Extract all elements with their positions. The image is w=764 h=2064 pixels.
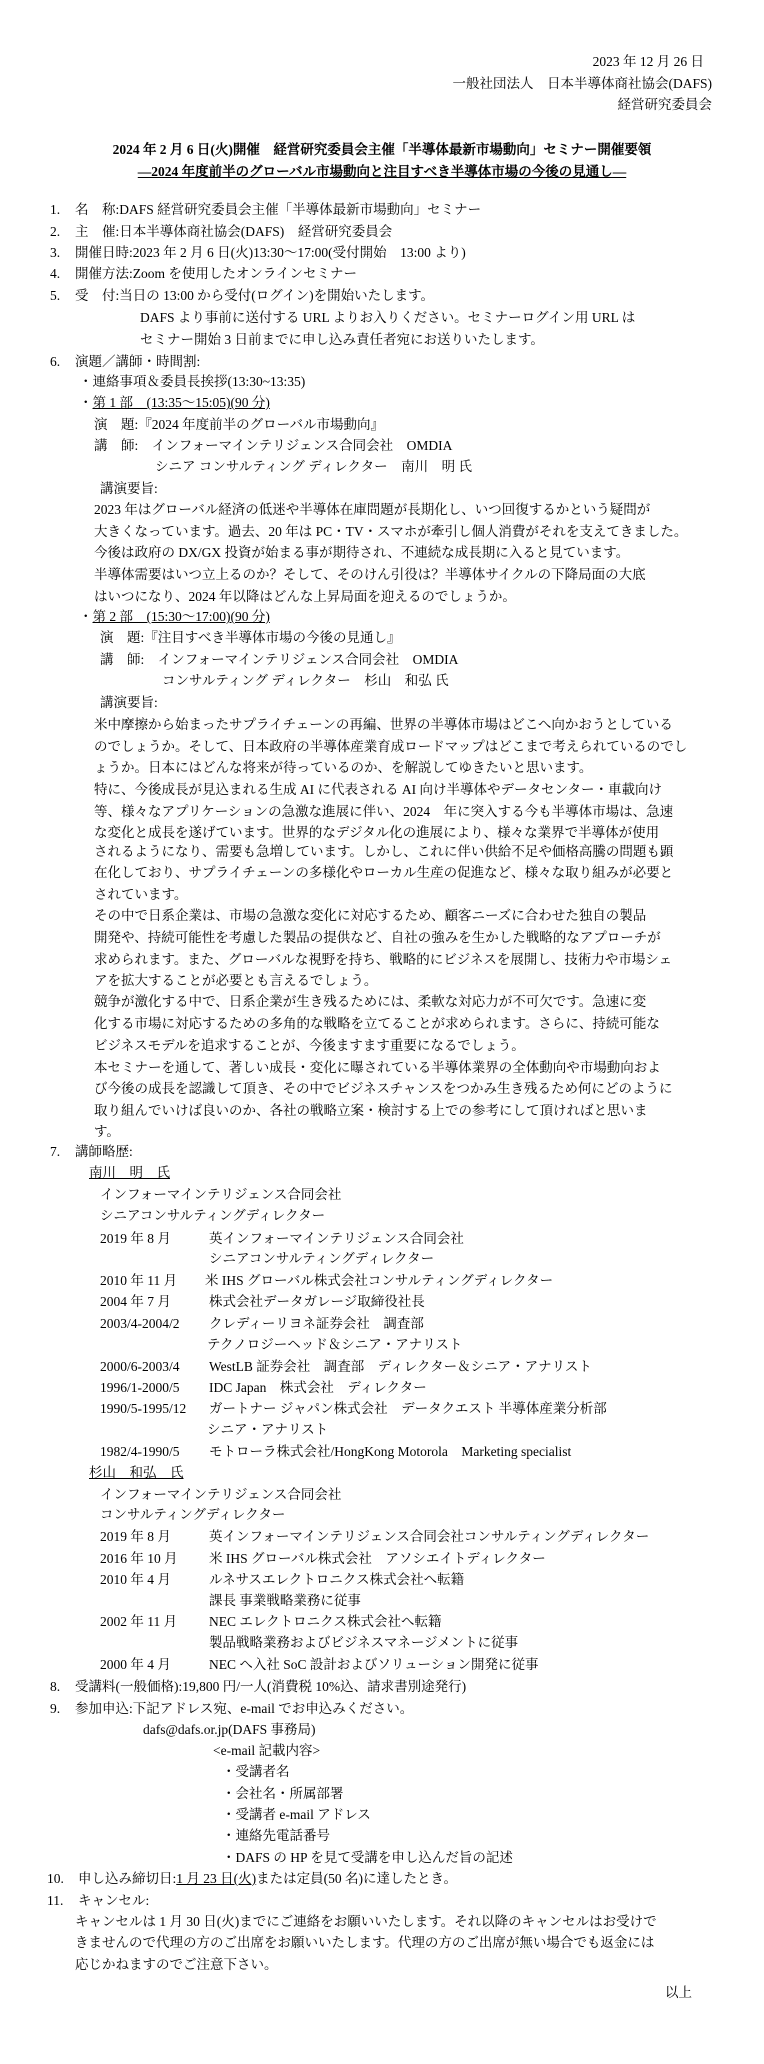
career-period: 2019 年 8 月	[100, 1529, 171, 1544]
fee-text: 受講料(一般価格):19,800 円/一人(消費税 10%込、請求書別途発行)	[75, 1679, 467, 1694]
career-entry: NEC エレクトロニクス株式会社へ転籍	[209, 1614, 442, 1629]
career-entry: 米 IHS グローバル株式会社コンサルティングディレクター	[205, 1273, 554, 1288]
part2-summary-line: 化する市場に対応するための多角的な戦略を立てることが求められます。さらに、持続可能な	[94, 1016, 660, 1031]
speaker-company: インフォーマインテリジェンス合同会社	[100, 1187, 342, 1202]
career-entry: テクノロジーヘッド＆シニア・アナリスト	[207, 1337, 463, 1352]
part1-summary-line: 2023 年はグローバル経済の低迷や半導体在庫問題が長期化し、いつ回復するかという疑問が	[94, 502, 651, 517]
career-entry: WestLB 証券会社 調査部 ディレクター＆シニア・アナリスト	[209, 1359, 592, 1374]
career-period: 2004 年 7 月	[100, 1294, 171, 1309]
part2-summary-line: のでしょうか。そして、日本政府の半導体産業育成ロードマップはどこまで考えられているのでし	[94, 739, 688, 754]
part2-lecturer-title: コンサルティング ディレクター 杉山 和弘 氏	[162, 673, 449, 688]
item-number: 3.	[50, 245, 61, 260]
document-subtitle: ―2024 年度前半のグローバル市場動向と注目すべき半導体市場の今後の見通し―	[137, 164, 627, 179]
part2-heading-text: 第 2 部 (15:30～17:00)(90 分)	[92, 609, 270, 624]
part2-summary-line: されるようになり、需要も急増しています。しかし、これに伴い供給不足や価格高騰の問題も顕	[94, 844, 674, 859]
reception-note: DAFS より事前に送付する URL よりお入りください。セミナーログイン用 URL は	[140, 310, 636, 325]
part2-summary-line: 求められます。また、グローバルな視野を持ち、戦略的にビジネスを展開し、技術力や市場シェ	[94, 952, 673, 967]
speaker-name: 杉山 和弘 氏	[89, 1465, 184, 1480]
cancel-line: キャンセルは 1 月 30 日(火)までにご連絡をお願いいたします。それ以降のキャンセルはお受けで	[75, 1914, 657, 1929]
part2-summary-line: 競争が激化する中で、日系企業が生き残るためには、柔軟な対応力が不可欠です。急速に変	[94, 994, 647, 1009]
part2-summary-line: 本セミナーを通して、著しい成長・変化に曝されている半導体業界の全体動向や市場動向およ	[94, 1060, 661, 1075]
part1-heading	[79, 394, 270, 412]
item-number: 5.	[50, 288, 61, 303]
part2-summary-line: ょうか。日本にはどんな将来が待っているのか、を解説してゆきたいと思います。	[94, 760, 593, 775]
part1-lecturer-title: シニア コンサルティング ディレクター 南川 明 氏	[155, 459, 472, 474]
career-period: 2000 年 4 月	[100, 1657, 171, 1672]
email-content-item: ・受講者名	[222, 1764, 290, 1779]
email-content-item: ・会社名・所属部署	[222, 1786, 344, 1801]
item-number: 4.	[50, 266, 61, 281]
program-heading: 演題／講師・時間割:	[75, 354, 201, 369]
email-contents-label: <e-mail 記載内容>	[213, 1743, 321, 1758]
career-entry: NEC へ入社 SoC 設計およびソリューション開発に従事	[209, 1657, 539, 1672]
part2-heading	[79, 608, 270, 626]
part1-summary-label: 講演要旨:	[100, 481, 158, 496]
apply-text: 参加申込:下記アドレス宛、e-mail でお申込みください。	[75, 1701, 414, 1716]
part2-summary-line: されています。	[94, 887, 188, 902]
document-title: 2024 年 2 月 6 日(火)開催 経営研究委員会主催「半導体最新市場動向」セミナー開催要領	[112, 142, 652, 157]
part1-theme: 演 題:『2024 年度前半のグローバル市場動向』	[94, 417, 384, 432]
speaker-role: コンサルティングディレクター	[100, 1507, 286, 1522]
item-number: 7.	[50, 1144, 61, 1159]
deadline-date: 1 月 23 日(火)	[176, 1871, 257, 1886]
item-method: 開催方法:Zoom を使用したオンラインセミナー	[75, 266, 357, 281]
deadline-label: 申し込み締切日:	[78, 1871, 177, 1886]
cancel-heading: キャンセル:	[78, 1893, 150, 1908]
part2-summary-line: な変化と成長を遂げています。世界的なデジタル化の進展により、様々な業界で半導体が使用	[94, 825, 660, 840]
career-period: 2010 年 4 月	[100, 1572, 171, 1587]
part2-summary-line: 在化しており、サプライチェーンの多様化やローカル生産の促進など、様々な取り組みが必要と	[94, 865, 674, 880]
part2-summary-line: その中で日系企業は、市場の急激な変化に対応するため、顧客ニーズに合わせた独自の製品	[94, 908, 647, 923]
career-period: 2000/6-2003/4	[100, 1359, 180, 1374]
speaker-company: インフォーマインテリジェンス合同会社	[100, 1487, 342, 1502]
item-number: 10.	[47, 1871, 64, 1886]
career-period: 2019 年 8 月	[100, 1231, 171, 1246]
part2-theme: 演 題:『注目すべき半導体市場の今後の見通し』	[100, 630, 401, 645]
item-datetime: 開催日時:2023 年 2 月 6 日(火)13:30～17:00(受付開始 13:00 より)	[75, 245, 466, 260]
reception-note: セミナー開始 3 日前までに申し込み責任者宛にお送りいたします。	[140, 332, 544, 347]
part1-lecturer: 講 師: インフォーマインテリジェンス合同会社 OMDIA	[94, 438, 453, 453]
career-period: 2003/4-2004/2	[100, 1316, 180, 1331]
career-period: 1982/4-1990/5	[100, 1444, 180, 1459]
item-number: 2.	[50, 224, 61, 239]
cancel-line: きませんので代理の方のご出席をお願いいたします。代理の方のご出席が無い場合でも返金には	[75, 1935, 655, 1950]
career-entry: ガートナー ジャパン株式会社 データクエスト 半導体産業分析部	[209, 1401, 607, 1416]
part1-summary-line: はいつになり、2024 年以降はどんな上昇局面を迎えるのでしょうか。	[94, 589, 516, 604]
career-entry: 株式会社データガレージ取締役社長	[209, 1294, 425, 1309]
document-date: 2023 年 12 月 26 日	[592, 54, 704, 69]
career-period: 2002 年 11 月	[100, 1614, 178, 1629]
item-seminar-name: 名 称:DAFS 経営研究委員会主催「半導体最新市場動向」セミナー	[75, 202, 482, 217]
apply-email-link[interactable]: dafs@dafs.or.jp(DAFS 事務局)	[143, 1722, 316, 1737]
career-period: 1990/5-1995/12	[100, 1401, 187, 1416]
part2-summary-line: び今後の成長を認識して頂き、その中でビジネスチャンスをつかみ生き残るため何にどのように	[94, 1081, 673, 1096]
item-number: 9.	[50, 1701, 61, 1716]
part2-summary-line: アを拡大することが必要とも言えるでしょう。	[94, 973, 378, 988]
deadline-rest: または定員(50 名)に達したとき。	[256, 1871, 457, 1886]
career-entry: 課長 事業戦略業務に従事	[209, 1593, 361, 1608]
career-entry: 英インフォーマインテリジェンス合同会社コンサルティングディレクター	[209, 1529, 650, 1544]
part2-summary-line: 等、様々なアプリケーションの急激な進展に伴い、2024 年に突入する今も半導体市場は、急速	[94, 804, 674, 819]
career-entry: 英インフォーマインテリジェンス合同会社	[209, 1231, 464, 1246]
bullet: ・	[79, 395, 93, 410]
speaker-name: 南川 明 氏	[89, 1165, 170, 1180]
part1-summary-line: 今後は政府の DX/GX 投資が始まる事が期待され、不連続な成長期に入ると見ています。	[94, 545, 630, 560]
email-content-item: ・連絡先電話番号	[222, 1828, 330, 1843]
item-number: 8.	[50, 1679, 61, 1694]
part1-summary-line: 半導体需要はいつ立上るのか？そして、そのけん引役は？半導体サイクルの下降局面の大底	[94, 567, 646, 582]
career-entry: クレディーリヨネ証券会社 調査部	[209, 1316, 424, 1331]
career-period: 1996/1-2000/5	[100, 1380, 180, 1395]
career-entry: シニア・アナリスト	[207, 1422, 329, 1437]
item-reception: 受 付:当日の 13:00 から受付(ログイン)を開始いたします。	[75, 288, 434, 303]
item-number: 11.	[47, 1893, 64, 1908]
profiles-heading: 講師略歴:	[75, 1144, 133, 1159]
closing-mark: 以上	[665, 1985, 692, 2000]
part2-summary-line: 米中摩擦から始まったサプライチェーンの再編、世界の半導体市場はどこへ向かおうとしている	[94, 717, 673, 732]
issuer-organization: 一般社団法人 日本半導体商社協会(DAFS)	[452, 76, 712, 91]
program-greeting: ・連絡事項＆委員長挨拶(13:30~13:35)	[79, 374, 306, 389]
career-entry: 米 IHS グローバル株式会社 アソシエイトディレクター	[209, 1551, 546, 1566]
part2-summary-label: 講演要旨:	[100, 695, 158, 710]
item-organizer: 主 催:日本半導体商社協会(DAFS) 経営研究委員会	[75, 224, 393, 239]
part1-summary-line: 大きくなっています。過去、20 年は PC・TV・スマホが牽引し個人消費がそれを支えてきました。	[94, 524, 688, 539]
email-content-item: ・DAFS の HP を見て受講を申し込んだ旨の記述	[222, 1850, 513, 1865]
speaker-role: シニアコンサルティングディレクター	[100, 1208, 326, 1223]
part2-summary-line: 取り組んでいけば良いのか、各社の戦略立案・検討する上での参考にして頂ければと思いま	[94, 1103, 648, 1118]
career-entry: 製品戦略業務およびビジネスマネージメントに従事	[209, 1635, 519, 1650]
career-entry: シニアコンサルティングディレクター	[209, 1251, 435, 1266]
part2-summary-line: す。	[94, 1124, 120, 1139]
item-number: 1.	[50, 202, 61, 217]
part1-heading-text: 第 1 部 (13:35～15:05)(90 分)	[92, 395, 270, 410]
bullet: ・	[79, 609, 93, 624]
cancel-line: 応じかねますのでご注意下さい。	[75, 1957, 278, 1972]
career-entry: モトローラ株式会社/HongKong Motorola Marketing specialist	[209, 1444, 572, 1459]
career-entry: ルネサスエレクトロニクス株式会社へ転籍	[209, 1572, 465, 1587]
deadline-text	[78, 1870, 457, 1888]
career-period: 2016 年 10 月	[100, 1551, 178, 1566]
issuer-committee: 経営研究委員会	[617, 97, 712, 112]
part2-summary-line: 特に、今後成長が見込まれる生成 AI に代表される AI 向け半導体やデータセンター・車載向け	[94, 782, 662, 797]
part2-lecturer: 講 師: インフォーマインテリジェンス合同会社 OMDIA	[100, 652, 459, 667]
career-period: 2010 年 11 月	[100, 1273, 178, 1288]
part2-summary-line: ビジネスモデルを追求することが、今後ますます重要になるでしょう。	[94, 1038, 525, 1053]
career-entry: IDC Japan 株式会社 ディレクター	[209, 1380, 427, 1395]
email-content-item: ・受講者 e-mail アドレス	[222, 1807, 371, 1822]
part2-summary-line: 開発や、持続可能性を考慮した製品の提供など、自社の強みを生かした戦略的なアプローチが	[94, 930, 661, 945]
item-number: 6.	[50, 354, 61, 369]
